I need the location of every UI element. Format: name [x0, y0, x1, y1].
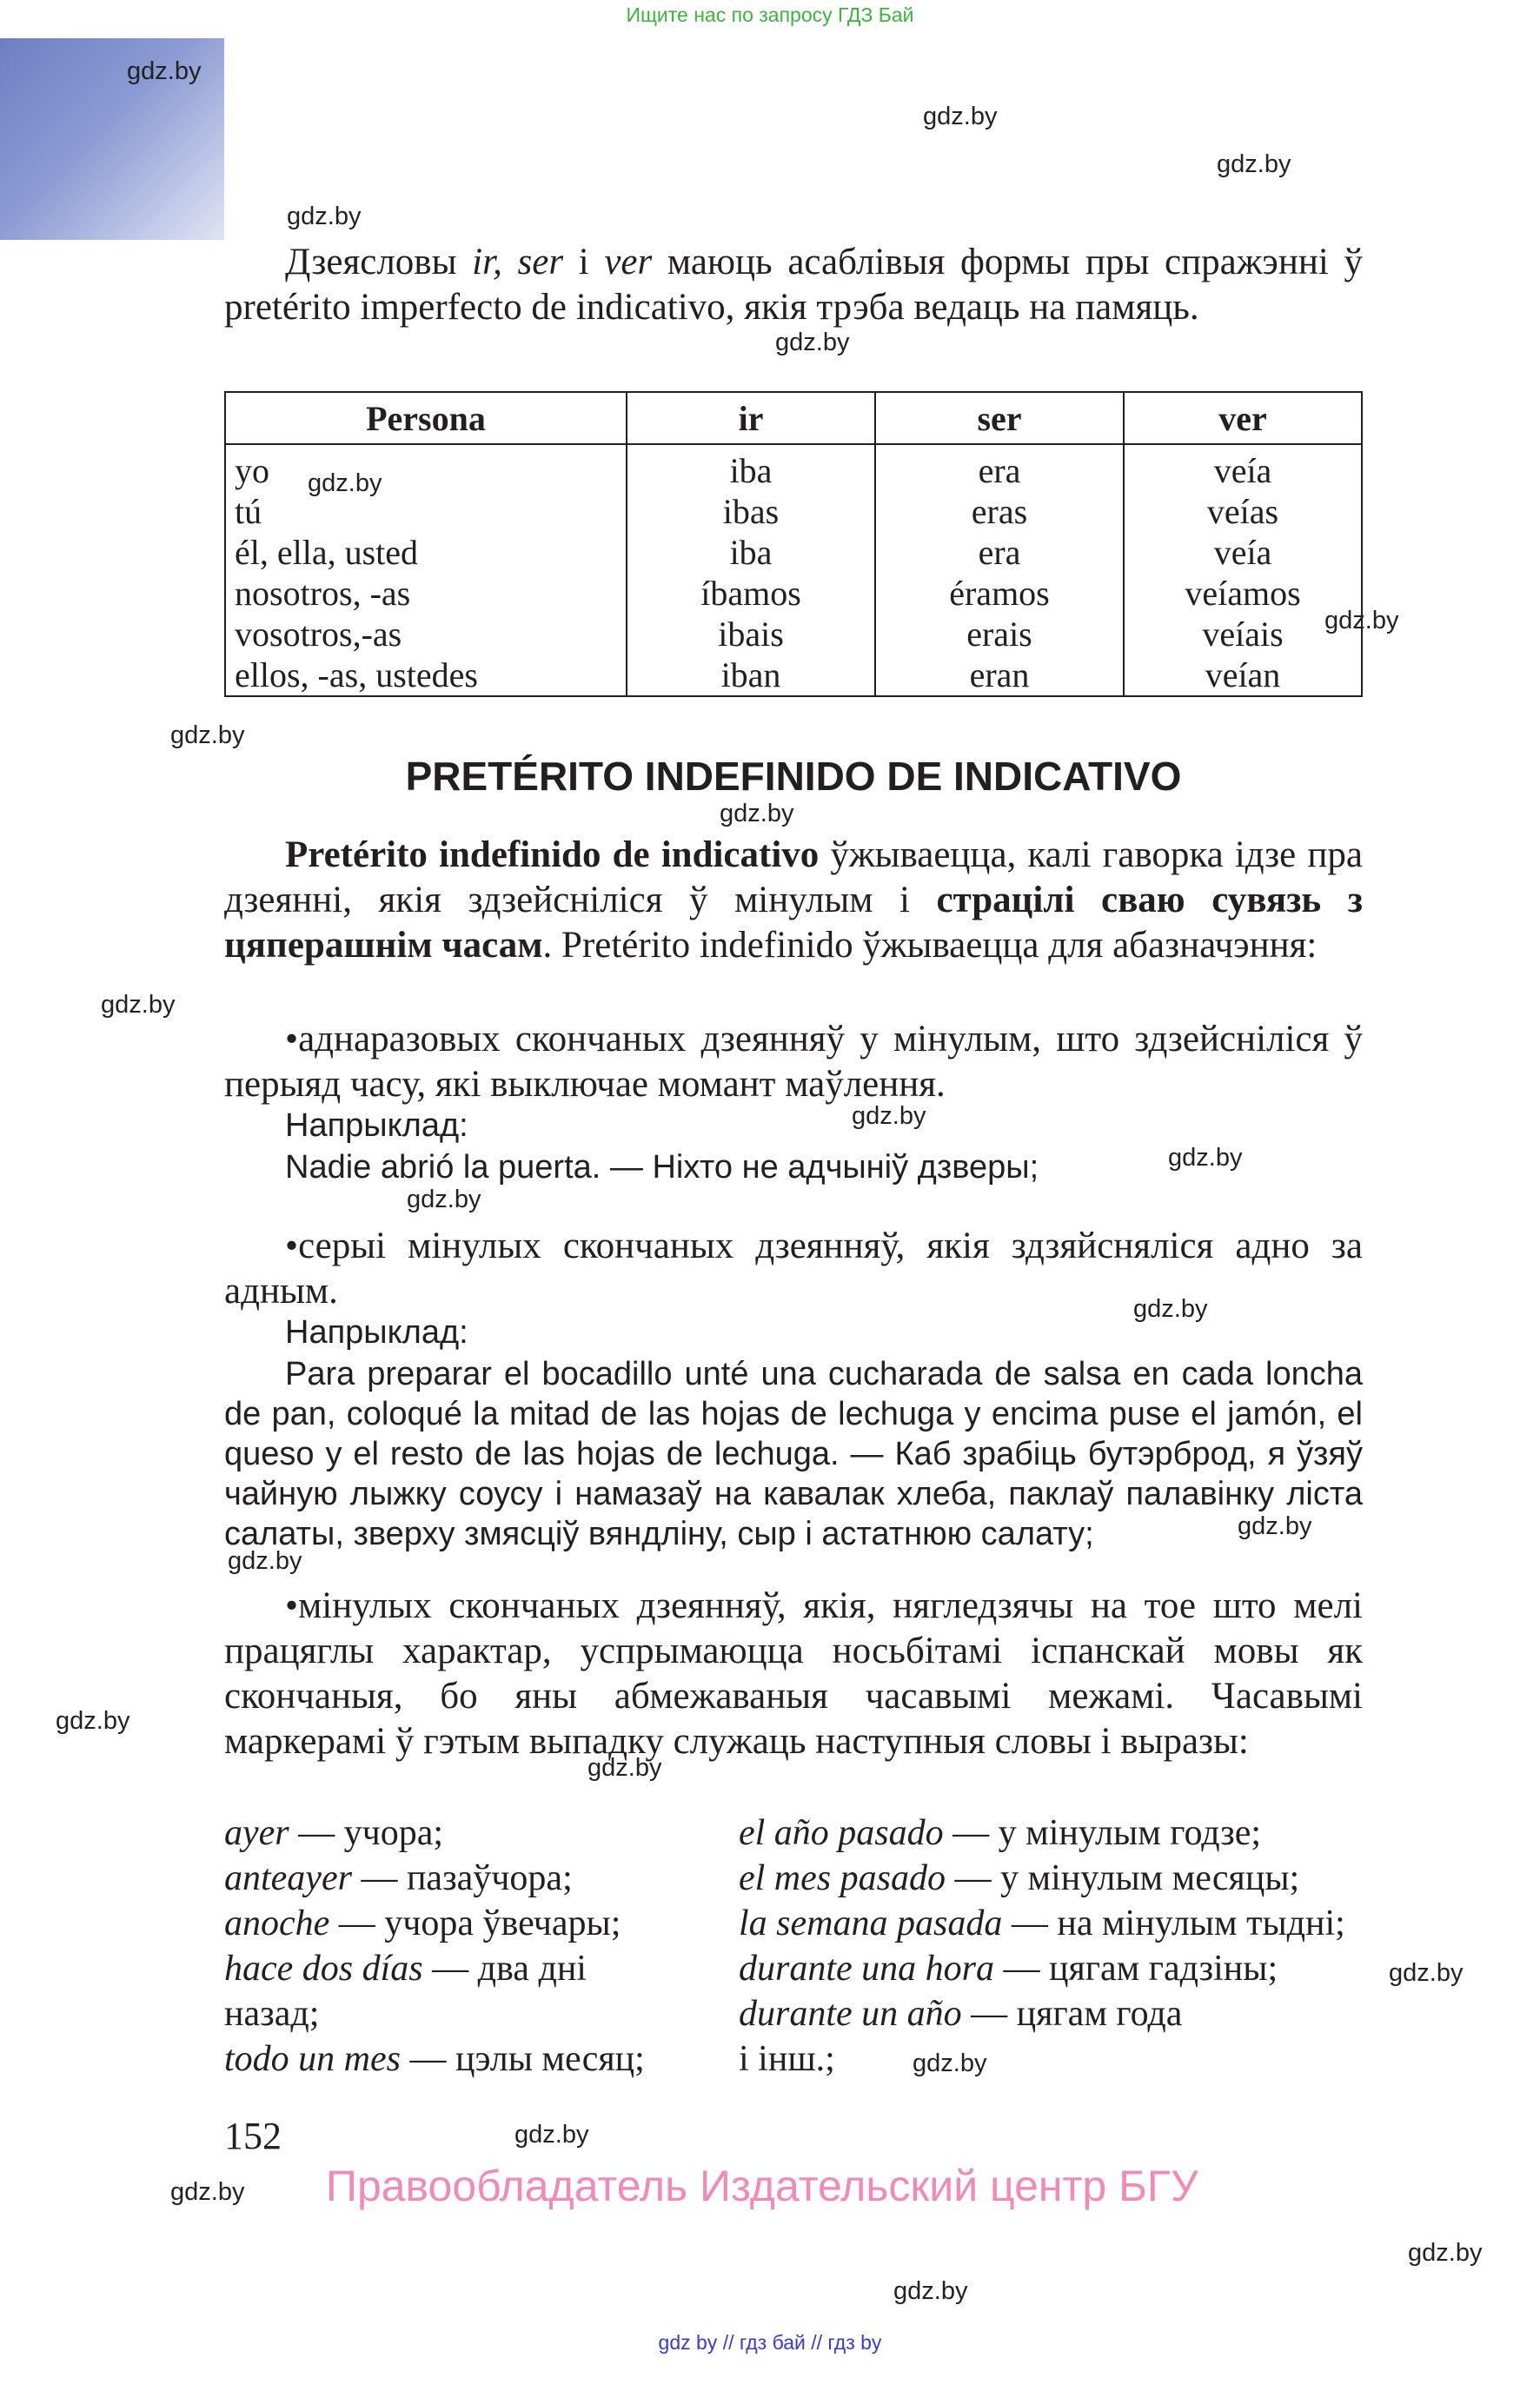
watermark: gdz.by [56, 1707, 130, 1735]
time-expression: hace dos días — два дні [224, 1949, 587, 1989]
top-banner: Ищите нас по запросу ГДЗ Бай [626, 3, 914, 26]
section-heading: PRETÉRITO INDEFINIDO DE INDICATIVO [405, 754, 1182, 799]
watermark: gdz.by [775, 329, 850, 356]
example-label: Напрыклад: [285, 1107, 468, 1144]
watermark: gdz.by [308, 469, 382, 497]
watermark: gdz.by [228, 1547, 302, 1575]
time-expression: anoche — учора ўвечары; [224, 1903, 621, 1943]
copyright-notice: Правообладатель Издательский центр БГУ [326, 2162, 1198, 2210]
header-ser: ser [875, 392, 1124, 444]
verb-ver: ver [604, 242, 653, 282]
watermark: gdz.by [587, 1754, 662, 1782]
watermark: gdz.by [1133, 1295, 1208, 1323]
ser-column: era eras era éramos erais eran [875, 444, 1124, 696]
ir-column: iba ibas iba íbamos ibais iban [627, 444, 875, 696]
time-expression: el año pasado — у мінулым годзе; [739, 1813, 1262, 1853]
watermark: gdz.by [1168, 1144, 1243, 1172]
time-expression: anteayer — пазаўчора; [224, 1858, 573, 1898]
watermark: gdz.by [1389, 1959, 1464, 1987]
definition-paragraph: Pretérito indefinido de indicativo ўжываецца, калі гаворка ідзе пра дзеянні, якія здзейсніліся ў мінулым і страцілі сваю сувязь з цяперашнім часам. Pretérito indefinido ўжываецца для абазначэння: [224, 834, 1363, 966]
term-bold: Pretérito indefinido de indicativo [285, 834, 820, 875]
watermark: gdz.by [893, 2277, 968, 2305]
watermark: gdz.by [287, 203, 362, 230]
bottom-banner: gdz by // гдз бай // гдз by [658, 2331, 882, 2354]
time-expression: la semana pasada — на мінулым тыдні; [739, 1903, 1345, 1943]
ver-column: veía veías veía veíamos veíais veían [1124, 444, 1362, 696]
example-sentence: Para preparar el bocadillo unté una cucharada de salsa en cada loncha de pan, coloqué la mitad de las hojas de lechuga y encima puse el jamón, el queso y el resto de las hojas de lechuga. — Каб зрабіць бутэрброд, я ўзяў чайную лыжку соусу і намазаў на кавалак хлеба, паклаў палавінку ліста салаты, зверху змясціў вяндліну, сыр і астатнюю салату; [224, 1356, 1363, 1552]
watermark: gdz.by [101, 991, 176, 1019]
time-expressions-left [224, 1810, 676, 2082]
intro-paragraph: Дзеясловы ir, ser і ver маюць асаблівыя формы пры спражэнні ў pretérito imperfecto de indicativo, якія трэба ведаць на памяць. [224, 242, 1363, 328]
time-expression: todo un mes — цэлы месяц; [224, 2039, 645, 2079]
watermark: gdz.by [1217, 150, 1291, 178]
watermark: gdz.by [1408, 2239, 1483, 2267]
example-label: Напрыклад: [285, 1314, 468, 1351]
header-ver: ver [1124, 392, 1362, 444]
bullet-dot: • [285, 1226, 299, 1266]
watermark: gdz.by [170, 2178, 245, 2206]
header-ir: ir [627, 392, 875, 444]
watermark: gdz.by [720, 800, 794, 827]
watermark: gdz.by [514, 2121, 589, 2149]
watermark: gdz.by [1324, 607, 1399, 634]
persona-column: yo tú él, ella, usted nosotros, -as vosotros,-as ellos, -as, ustedes [225, 444, 627, 696]
bullet-item: •аднаразовых скончаных дзеянняў у мінулым, што здзейсніліся ў перыяд часу, які выключае момант маўлення. [224, 1019, 1363, 1105]
bullet-item: •серыі мінулых скончаных дзеянняў, якія здзяйсняліся адно за адным. [224, 1226, 1363, 1312]
time-expression: durante una hora — цягам гадзіны; [739, 1949, 1278, 1989]
time-expression: el mes pasado — у мінулым месяцы; [739, 1858, 1300, 1898]
watermark: gdz.by [852, 1102, 926, 1130]
time-expression: назад; [224, 1994, 320, 2034]
bullet-dot: • [285, 1585, 299, 1626]
watermark: gdz.by [127, 57, 202, 85]
bullet-item: •мінулых скончаных дзеянняў, якія, нягледзячы на тое што мелі працяглы характар, успрымаюцца носьбітамі іспанскай мовы як скончаныя, бо яны абмежаваныя часавымі межамі. Часавымі маркерамі ў гэтым выпадку служаць наступныя словы і выразы: [224, 1585, 1363, 1762]
watermark: gdz.by [407, 1186, 481, 1213]
watermark: gdz.by [170, 721, 245, 749]
lost-connection-bold: страцілі сваю сувязь з цяперашнім часам [224, 880, 1363, 966]
header-persona: Persona [225, 392, 627, 444]
time-expression: ayer — учора; [224, 1813, 444, 1853]
time-expressions-right [739, 1810, 1364, 2082]
watermark: gdz.by [913, 2050, 987, 2077]
example-sentence: Nadie abrió la puerta. — Ніхто не адчыніў дзверы; [285, 1149, 1039, 1186]
time-expression: durante un año — цягам года [739, 1994, 1183, 2034]
page-number: 152 [224, 2115, 282, 2157]
time-expression: і інш.; [739, 2039, 835, 2079]
watermark: gdz.by [923, 103, 998, 130]
watermark: gdz.by [1238, 1512, 1312, 1540]
verbs-italic: ir, ser [472, 242, 564, 282]
bullet-dot: • [285, 1019, 299, 1060]
conjugation-table [224, 391, 1363, 697]
